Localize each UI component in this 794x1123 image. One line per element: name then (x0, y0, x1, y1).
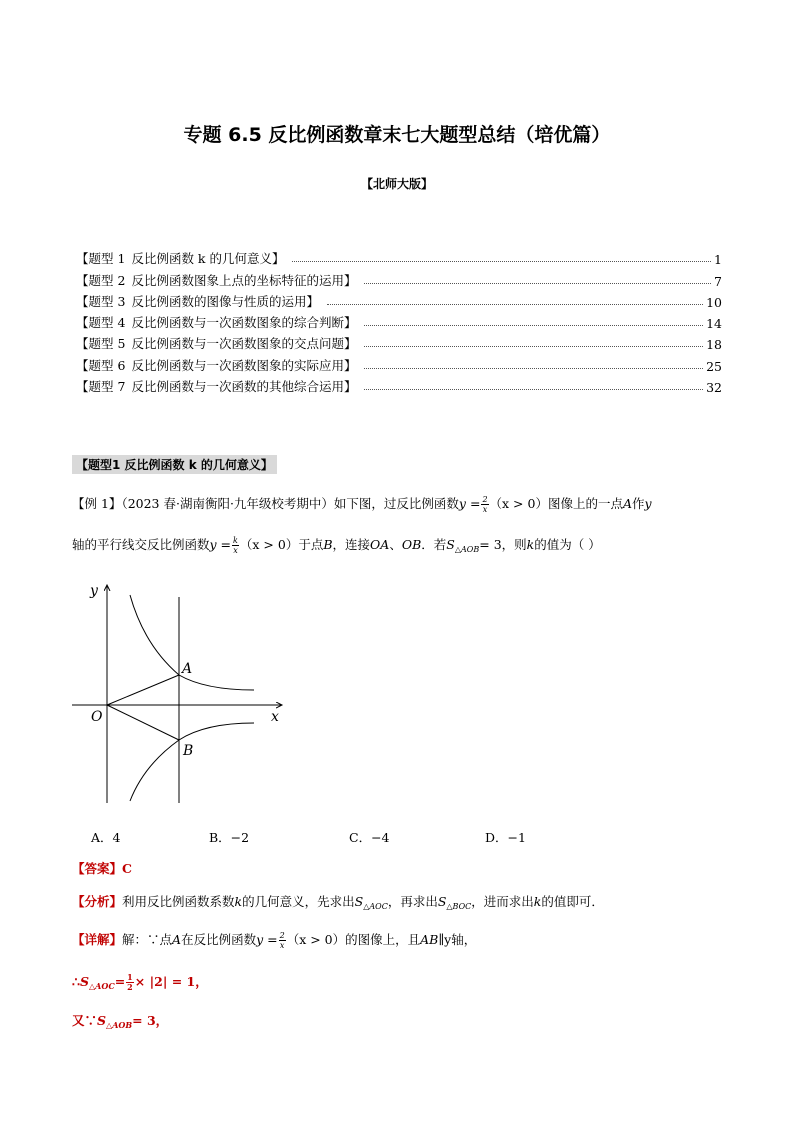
segment-oa (107, 675, 179, 705)
math-variable: k (526, 537, 535, 552)
toc-row[interactable] (76, 374, 722, 395)
segment-ob (107, 705, 179, 740)
area-subscript: △AOC (88, 981, 115, 991)
fraction-numerator: 1 (127, 972, 133, 982)
area-symbol: S (79, 974, 89, 989)
section-heading: 【题型1 反比例函数 k 的几何意义】 (72, 455, 277, 474)
example-line-1 (72, 494, 652, 514)
toc-leader-dots (364, 283, 711, 284)
function-graph-figure (60, 575, 300, 815)
toc-label: 反比例函数与一次函数的其他综合运用】 (131, 379, 357, 395)
therefore-symbol: ∴ (72, 974, 80, 989)
area-symbol: S (437, 894, 447, 909)
analysis-tag: 【分析】 (72, 894, 123, 909)
label-a: A (182, 661, 193, 677)
example-text: 轴的平行线交反比例函数 (72, 537, 210, 552)
math-condition: （x > 0） (239, 537, 299, 552)
toc-page: 7 (714, 273, 722, 289)
analysis-text: 利用反比例函数系数 (122, 894, 235, 909)
fraction-denominator: 2 (127, 982, 133, 992)
example-text: 的值为（ ） (534, 537, 601, 552)
toc-leader-dots (364, 325, 703, 326)
toc-label: 反比例函数与一次函数图象的实际应用】 (131, 357, 357, 373)
detail-tag: 【详解】 (72, 932, 123, 947)
toc-tag: 【题型 4 (76, 315, 126, 331)
math-variable: k (234, 894, 243, 909)
toc-tag: 【题型 3 (76, 293, 126, 309)
choice-d[interactable]: D．−1 (485, 830, 526, 845)
example-tag: 【例 1】 (72, 496, 122, 511)
toc-leader-dots (292, 261, 711, 262)
area-subscript: △BOC (446, 902, 472, 911)
segment-label: OA (370, 537, 390, 552)
segment-label: AB (420, 932, 439, 947)
point-label: A (622, 496, 633, 511)
toc-page: 1 (714, 252, 722, 268)
example-text: ，连接 (332, 537, 371, 552)
detail-text: = 3， (132, 1013, 169, 1028)
fraction (481, 495, 488, 514)
choice-b[interactable]: B．−2 (209, 830, 250, 845)
label-o: O (91, 709, 103, 725)
label-b: B (183, 743, 194, 759)
toc-tag: 【题型 1 (76, 251, 126, 267)
detail-text: y轴， (444, 932, 477, 947)
answer-line (72, 859, 132, 877)
fraction (279, 931, 286, 950)
toc-leader-dots (364, 368, 703, 369)
fraction-numerator: 2 (279, 931, 285, 940)
detail-text: × |2| = 1， (134, 974, 208, 989)
example-text: 图像上的一点 (547, 496, 623, 511)
toc-tag: 【题型 7 (76, 379, 126, 395)
point-label: A (172, 932, 182, 947)
math-condition: （x > 0） (489, 496, 548, 511)
detail-text: 的图像上，且 (345, 932, 421, 947)
area-subscript: △AOC (363, 902, 388, 911)
example-text: （2023 春·湖南衡阳·九年级校考期中）如下图，过反比例函数 (121, 496, 459, 511)
toc-leader-dots (364, 346, 703, 347)
toc-leader-dots (364, 389, 703, 390)
math-y-eq: y = (256, 932, 278, 947)
answer-value: C (122, 861, 132, 876)
fraction-denominator: x (279, 941, 285, 950)
detail-line-2 (72, 972, 208, 992)
table-of-contents (76, 246, 722, 395)
fraction-numerator: k (233, 536, 238, 545)
example-line-2 (72, 535, 601, 555)
edition-label: 【北师大版】 (360, 177, 433, 191)
curve-y-k-over-x (130, 723, 254, 801)
toc-row[interactable] (76, 352, 722, 373)
toc-label: 反比例函数与一次函数图象的综合判断】 (131, 315, 357, 331)
answer-tag: 【答案】 (72, 861, 123, 876)
analysis-line (72, 892, 604, 911)
toc-tag: 【题型 5 (76, 336, 126, 352)
math-y-eq: y = (209, 537, 232, 552)
fraction-numerator: 2 (482, 495, 488, 504)
analysis-text: ，进而求出 (471, 894, 534, 909)
axis-label: y (644, 496, 652, 511)
detail-text: 在反比例函数 (181, 932, 257, 947)
math-y-eq: y = (458, 496, 481, 511)
toc-label: 反比例函数图象上点的坐标特征的运用】 (131, 272, 357, 288)
separator: 、 (389, 537, 402, 552)
fraction (232, 536, 239, 555)
area-symbol: S (97, 1013, 107, 1028)
toc-row[interactable] (76, 267, 722, 288)
point-label: B (323, 537, 333, 552)
example-text: 于点 (298, 537, 324, 552)
fraction (126, 973, 134, 992)
toc-page: 18 (706, 337, 722, 353)
choice-c[interactable]: C．−4 (349, 830, 390, 845)
toc-row[interactable] (76, 289, 722, 310)
analysis-text: 的值即可． (541, 894, 604, 909)
toc-page: 10 (706, 294, 722, 310)
segment-label: OB (401, 537, 422, 552)
parallel-symbol: ∥ (438, 932, 445, 947)
because-symbol: 又∵ (72, 1013, 98, 1028)
fraction-denominator: x (233, 546, 238, 555)
toc-label: 反比例函数 k 的几何意义】 (131, 251, 285, 267)
page-title: 专题 6.5 反比例函数章末七大题型总结（培优篇） (183, 124, 611, 146)
math-equals: = (114, 974, 126, 989)
toc-page: 14 (706, 316, 722, 332)
toc-row[interactable] (76, 331, 722, 352)
toc-tag: 【题型 2 (76, 272, 126, 288)
toc-page: 32 (706, 380, 722, 396)
toc-leader-dots (327, 304, 703, 305)
detail-line-1 (72, 930, 476, 950)
label-x: x (271, 709, 279, 725)
analysis-text: ，再求出 (387, 894, 438, 909)
area-subscript: △AOB (106, 1020, 133, 1030)
toc-row[interactable] (76, 310, 722, 331)
area-symbol: S (354, 894, 364, 909)
math-condition: （x > 0） (286, 932, 346, 947)
toc-row[interactable] (76, 246, 722, 267)
example-text: ．若 (421, 537, 447, 552)
math-equals: = 3 (479, 537, 502, 552)
toc-label: 反比例函数与一次函数图象的交点问题】 (131, 336, 357, 352)
example-text: ，则 (501, 537, 527, 552)
analysis-text: 的几何意义，先求出 (242, 894, 355, 909)
detail-line-3 (72, 1011, 168, 1030)
choice-a[interactable]: A．4 (91, 830, 121, 845)
detail-text: 解：∵点 (122, 932, 173, 947)
math-variable: k (533, 894, 542, 909)
toc-page: 25 (706, 358, 722, 374)
example-text: 作 (632, 496, 645, 511)
area-symbol: S (446, 537, 455, 552)
label-y: y (90, 583, 98, 599)
toc-tag: 【题型 6 (76, 357, 126, 373)
fraction-denominator: x (482, 505, 488, 514)
toc-label: 反比例函数的图像与性质的运用】 (131, 293, 319, 309)
area-subscript: △AOB (454, 545, 480, 554)
